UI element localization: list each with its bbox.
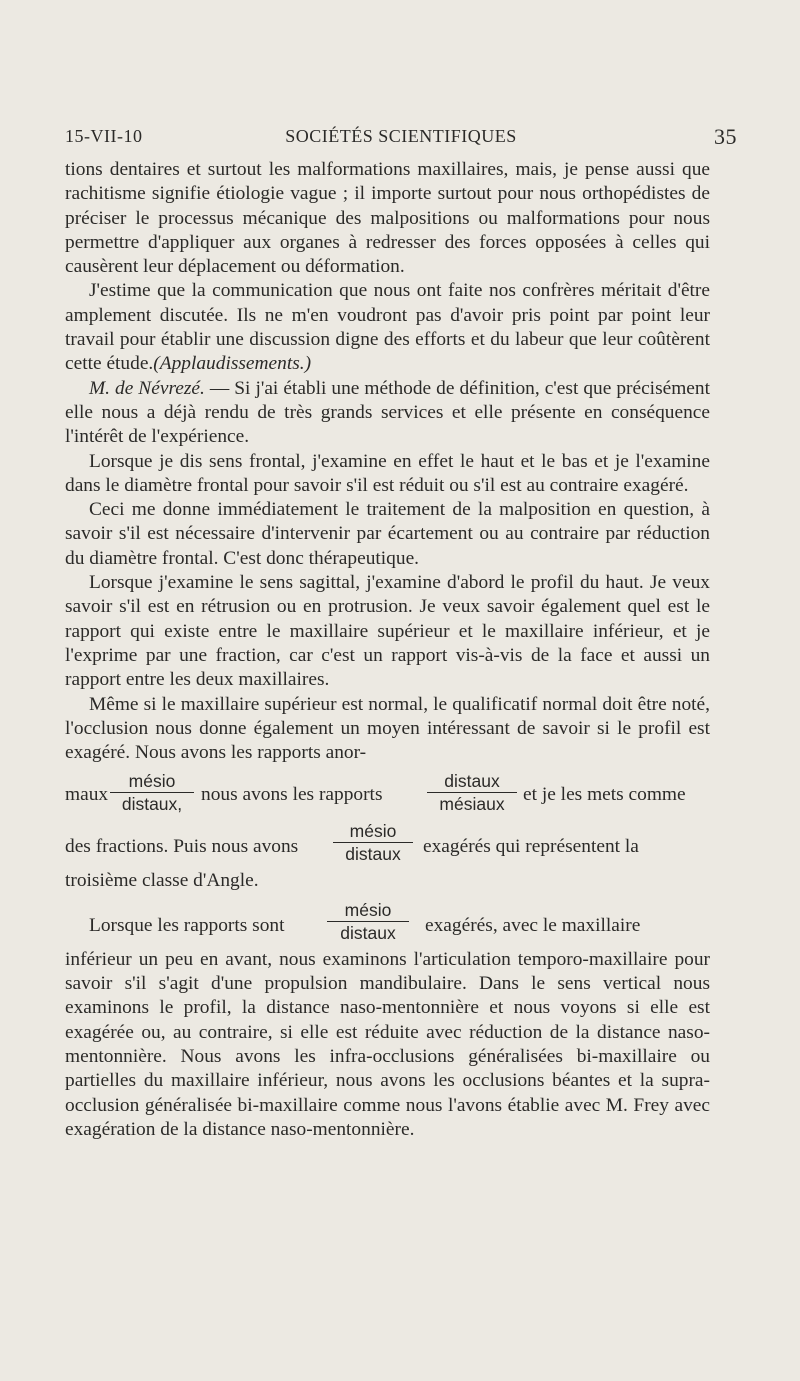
paragraph-3-text: — Si j'ai établi une méthode de définition, c'est que précisément elle nous a déjà rendu de très grands services et elle présente en conséquence l'intérêt de l'expérience.	[65, 377, 710, 448]
fraction-mesio-distaux	[110, 771, 194, 814]
fraction-mesio-distaux-2	[333, 821, 413, 864]
applause-note: (Applaudissements.)	[153, 353, 312, 375]
fraction-numerator: mésio	[349, 821, 397, 842]
paragraph-5: Ceci me donne immédiatement le traitement de la malposition en question, à savoir s'il est nécessaire d'intervenir par écartement ou au contraire par réduction du diamètre frontal. C'est donc thérapeutique.	[65, 499, 710, 569]
fraction-line-3-word-1: Lorsque les rapports sont	[89, 914, 285, 936]
fraction-distaux-mesiaux	[427, 771, 517, 814]
fraction-line-2-continuation: troisième classe d'Angle.	[65, 870, 259, 892]
paragraph-9: inférieur un peu en avant, nous examinons l'articulation temporo-maxillaire pour savoir s'il s'agit d'une propulsion mandibulaire. Dans le sens vertical nous examinons le profil, la distance naso-mentonnière et nous voyons si elle est exagérée ou, au contraire, si elle est réduite avec réduction de la distance naso-mentonnière. Nous avons les infra-occlusions généralisées bi-maxillaire ou partielles du maxillaire inférieur, nous avons les occlusions béantes et la supra-occlusion généralisée bi-maxillaire comme nous l'avons établie avec M. Frey avec exagération de la distance naso-mentonnière.	[65, 948, 710, 1140]
paragraph-6: Lorsque j'examine le sens sagittal, j'examine d'abord le profil du haut. Je veux savoir s'il est en rétrusion ou en protrusion. Je veux savoir également quel est le rapport qui existe entre le maxillaire supérieur et le maxillaire inférieur, et je l'exprime par une fraction, car c'est un rapport vis-à-vis de la face et aussi un rapport entre les deux maxillaires.	[65, 572, 710, 691]
fraction-line-2-word-1: des fractions. Puis nous avons	[65, 836, 299, 858]
fraction-numerator: distaux	[444, 771, 500, 792]
fraction-denominator: distaux	[340, 922, 396, 943]
header-title: SOCIÉTÉS SCIENTIFIQUES	[285, 126, 517, 146]
fraction-line-1-word-2: nous avons les rapports	[201, 784, 383, 806]
header-date: 15-VII-10	[65, 126, 143, 146]
fraction-line-3	[65, 900, 710, 948]
running-header	[65, 126, 737, 156]
fraction-line-3-word-2: exagérés, avec le maxillaire	[425, 914, 641, 936]
fraction-mesio-distaux-3	[327, 900, 409, 943]
fraction-line-1-word-1: maux	[65, 784, 109, 806]
fraction-line-2	[65, 823, 710, 869]
paragraph-4: Lorsque je dis sens frontal, j'examine en effet le haut et le bas et je l'examine dans le diamètre frontal pour savoir s'il est réduit ou s'il est au contraire exagéré.	[65, 450, 710, 496]
fraction-denominator: distaux,	[121, 794, 183, 815]
fraction-bar	[427, 792, 517, 793]
paragraph-3	[65, 377, 710, 450]
fraction-numerator: mésio	[128, 771, 176, 792]
fraction-numerator: mésio	[344, 899, 392, 920]
paragraph-2-text: J'estime que la communication que nous ont faite nos confrères méritait d'être amplement discutée. Ils ne m'en voudront pas d'avoir pris point par point leur travail pour établir une discussion digne des efforts et du labeur que leur coûtèrent cette étude.	[65, 280, 710, 375]
fraction-line-1	[65, 765, 710, 823]
fraction-line-2-word-2: exagérés qui représentent la	[423, 836, 639, 858]
paragraph-7: Même si le maxillaire supérieur est normal, le qualificatif normal doit être noté, l'occlusion nous donne également un moyen intéressant de savoir si le profil est exagéré. Nous avons les rapports anor-	[65, 693, 710, 764]
fraction-line-1-word-3: et je les mets comme	[523, 784, 686, 806]
fraction-bar	[110, 792, 194, 793]
fraction-bar	[333, 842, 413, 843]
paragraph-1: tions dentaires et surtout les malformations maxillaires, mais, je pense aussi que rachitisme signifie étiologie vague ; il importe surtout pour nous orthopédistes de préciser le processus mécanique des malpositions ou malformations pour nous permettre d'appliquer aux organes à redresser des forces opposées à celles qui causèrent leur déplacement ou déformation.	[65, 159, 710, 278]
paragraph-2	[65, 279, 710, 376]
body-text	[65, 158, 710, 1142]
fraction-denominator: distaux	[345, 844, 401, 865]
fraction-denominator: mésiaux	[439, 794, 505, 815]
speaker-name: M. de Névrezé.	[89, 377, 205, 399]
fraction-bar	[327, 921, 409, 922]
page-number: 35	[714, 124, 737, 149]
